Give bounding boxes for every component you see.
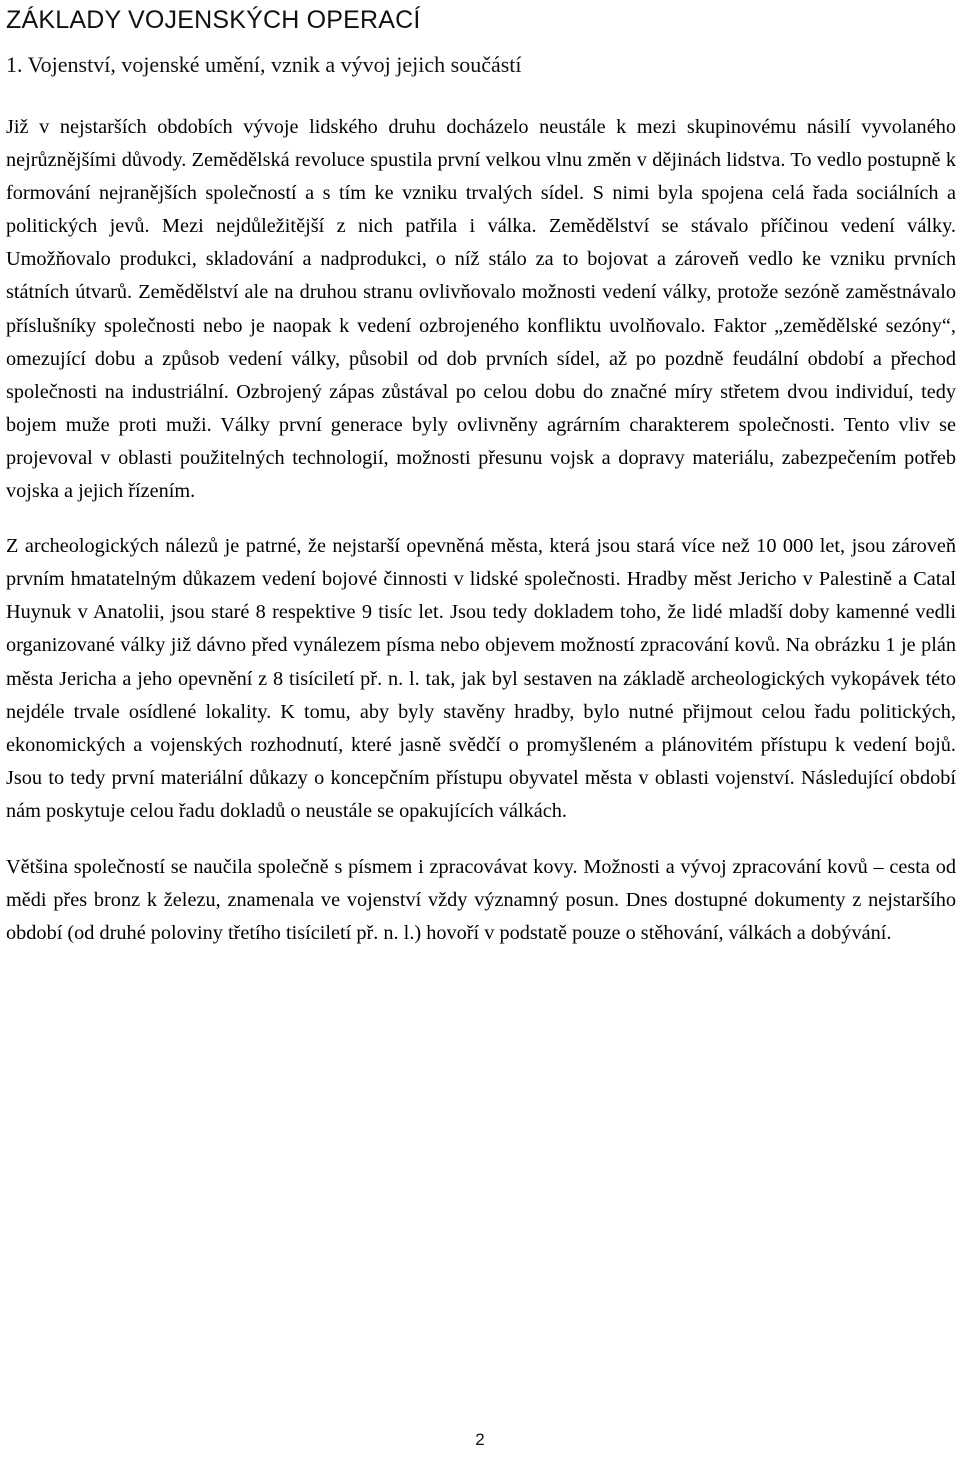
paragraph-fortified-cities: Z archeologických nálezů je patrné, že nejstarší opevněná města, která jsou stará více než 10 000 let, jsou zároveň prvním hmatatelným důkazem vedení bojové činnosti v lidské společnosti. Hradby měst Jericho v Palestině a Catal Huynuk v Anatolii, jsou staré 8 respektive 9 tisíc let. Jsou tedy dokladem toho, že lidé mladší doby kamenné vedli organizované války již dávno před vynálezem písma nebo objevem možností zpracování kovů. Na obrázku 1 je plán města Jericha a jeho opevnění z 8 tisíciletí př. n. l. tak, jak byl sestaven na základě archeologických vykopávek této nejdéle trvale osídlené lokality. K tomu, aby byly stavěny hradby, bylo nutné přijmout celou řadu politických, ekonomických a vojenských rozhodnutí, které jasně svědčí o promyšleném a plánovitém přístupu k vedení bojů. Jsou to tedy první materiální důkazy o koncepčním přístupu obyvatel města v oblasti vojenství. Následující období nám poskytuje celou řadu dokladů o neustále se opakujících válkách. <box>6 535 956 822</box>
document-page <box>6 0 956 950</box>
paragraph-metalworking: Většina společností se naučila společně s písmem i zpracovávat kovy. Možnosti a vývoj zpracování kovů – cesta od mědi přes bronz k železu, znamenala ve vojenství vždy významný posun. Dnes dostupné dokumenty z nejstaršího období (od druhé poloviny třetího tisíciletí př. n. l.) hovoří v podstatě pouze o stěhování, válkách a dobývání. <box>6 855 956 945</box>
section-heading: 1. Vojenství, vojenské umění, vznik a vývoj jejich součástí <box>6 52 522 77</box>
page-number: 2 <box>475 1430 485 1449</box>
paragraph-agriculture-and-war: Již v nejstarších obdobích vývoje lidského druhu docházelo neustále k mezi skupinovému násilí vyvolaného nejrůznějšími důvody. Zemědělská revoluce spustila první velkou vlnu změn v dějinách lidstva. To vedlo postupně k formování nejranějších společností a s tím ke vzniku trvalých sídel. S nimi byla spojena celá řada sociálních a politických jevů. Mezi nejdůležitější z nich patřila i válka. Zemědělství se stávalo příčinou vedení války. Umožňovalo produkci, skladování a nadprodukci, o níž stálo za to bojovat a zároveň vedlo ke vzniku prvních státních útvarů. Zemědělství ale na druhou stranu ovlivňovalo možnosti vedení války, protože sezóně zaměstnávalo příslušníky společnosti nebo je naopak k vedení ozbrojeného konfliktu uvolňovalo. Faktor „zemědělské sezóny“, omezující dobu a způsob vedení války, působil od dob prvních sídel, až po pozdně feudální období a přechod společnosti na industriální. Ozbrojený zápas zůstával po celou dobu do značné míry střetem dvou individuí, tedy bojem muže proti muži. Války první generace byly ovlivněny agrárním charakterem společnosti. Tento vliv se projevoval v oblasti použitelných technologií, možnosti přesunu vojsk a dopravy materiálu, zabezpečením potřeb vojska a jejich řízením. <box>6 116 956 503</box>
document-title: ZÁKLADY VOJENSKÝCH OPERACÍ <box>6 6 421 34</box>
